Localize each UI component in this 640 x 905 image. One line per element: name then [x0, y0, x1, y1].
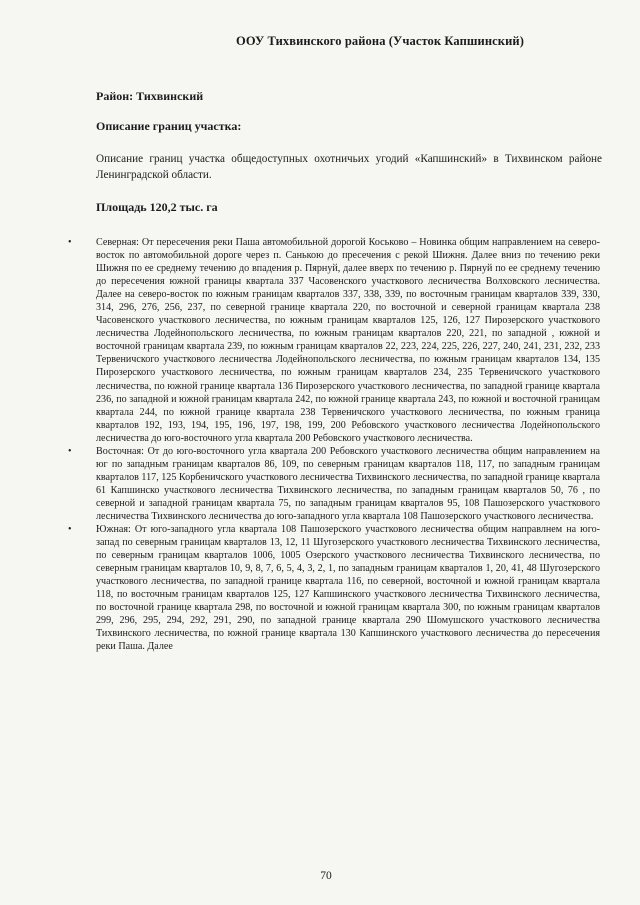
bullet-icon: •: [68, 445, 72, 457]
bullet-icon: •: [68, 524, 72, 536]
page-number: 70: [320, 870, 332, 882]
section-north: [68, 236, 600, 445]
district-heading: Район: Тихвинский: [96, 89, 204, 103]
section-text: Северная: От пересечения реки Паша автомобильной дорогой Коськово – Новинка общим направлением на северо-восток по автомобильной дороге через п. Санькою до пресечения с рекой Шижня. Далее вниз по течению реки Шижня по ее среднему течению до впадения р. Пярнуй, далее вверх по течению р. Пярнуй по ее среднему течению до пересечения южной границы квартала 337 Часовенского участкового лесничества Волховского лесничества. Далее на северо-восток по южным границам кварталов 337, 338, 339, по восточным границам кварталов 339, 330, 314, 296, 276, 256, 237, по северной границе квартала 220, по восточной и северной границам квартала 238 Часовенского участкового лесничества, по южным границам кварталов 125, 126, 127 Пирозерского участкового лесничества Лодейнопольского лесничества, по южным границам кварталов 220, 221, по западной , южной и восточной границам квартала 239, по южным границам кварталов 22, 223, 224, 225, 226, 227, 240, 241, 231, 232, 233 Тервеничского участкового лесничества Лодейнопольского лесничества, по южным границам кварталов 134, 135 Пирозерского участкового лесничества, по южным границам кварталов 234, 235 Тервеничского участкового лесничества, по южной границе квартала 136 Пирозерского участкового лесничества, по западной границе квартала 236, по западной и южной границам квартала 242, по южной границе квартала 243, по южной и восточной границам квартала 244, по южной границе квартала 238 Тервеничского участкового лесничества, по южным граница кварталов 192, 193, 194, 195, 196, 197, 198, 199, 200 Ребовского участкового лесничества Лодейнопольского лесничества до юго-восточного угла квартала 200 Ребовского участкового лесничества.: [96, 237, 600, 444]
section-text: Восточная: От до юго-восточного угла квартала 200 Ребовского участкового лесничества общим направлением на юг по западным границам кварталов 86, 109, по северным границам кварталов 118, 117, по западным границам кварталов 117, 125 Корбеничского участкового лесничества Тихвинского лесничества, по западной границе квартала 61 Капшинско участкового лесничества Тихвинского лесничества, по западным границам кварталов 50, 76 , по северной и западной границам квартала 75, по западным границам кварталов 95, 108 Пашозерского участкового лесничества Тихвинского лесничества до юго-западного угла квартала 108 Пашозерского участкового лесничества.: [96, 445, 600, 522]
description-heading: Описание границ участка:: [96, 119, 242, 133]
document-title: ООУ Тихвинского района (Участок Капшинский): [236, 34, 524, 48]
section-east: [68, 445, 600, 523]
bullet-icon: •: [68, 237, 72, 248]
area-heading: Площадь 120,2 тыс. га: [96, 200, 218, 214]
boundary-sections: [68, 236, 600, 654]
description-paragraph: Описание границ участка общедоступных охотничьих угодий «Капшинский» в Тихвинском районе Ленинградской области.: [96, 153, 602, 181]
section-text: Южная: От юго-западного угла квартала 108 Пашозерского участкового лесничества общим направлнем на юго-запад по северным границам кварталов 13, 12, 11 Шугозерского участкового лесничества Тихвинского лесничества, по северным границам кварталов 1006, 1005 Озерского участкового лесничества Тихвинского лесничества, по северным границам кварталов 10, 9, 8, 7, 6, 5, 4, 3, 2, 1, по западным границам кварталов 1, 20, 41, 48 Шугозерского участкового лесничества, по западной границе квартала 116, по северной, восточной и южной границам квартала 118, по восточным границам кварталов 125, 127 Капшинского участкового лесничества Тихвинского лесничества, по восточной границе квартала 298, по восточной и южной границам квартала 300, по южным границам кварталов 299, 296, 295, 294, 292, 291, 290, по западной границе квартала 290 Шомушского участкового лесничества Тихвинского лесничества, по южной границе квартала 130 Капшинского участкового лесничества до пересечения реки Паша. Далее: [96, 524, 600, 653]
section-south: [68, 523, 600, 653]
